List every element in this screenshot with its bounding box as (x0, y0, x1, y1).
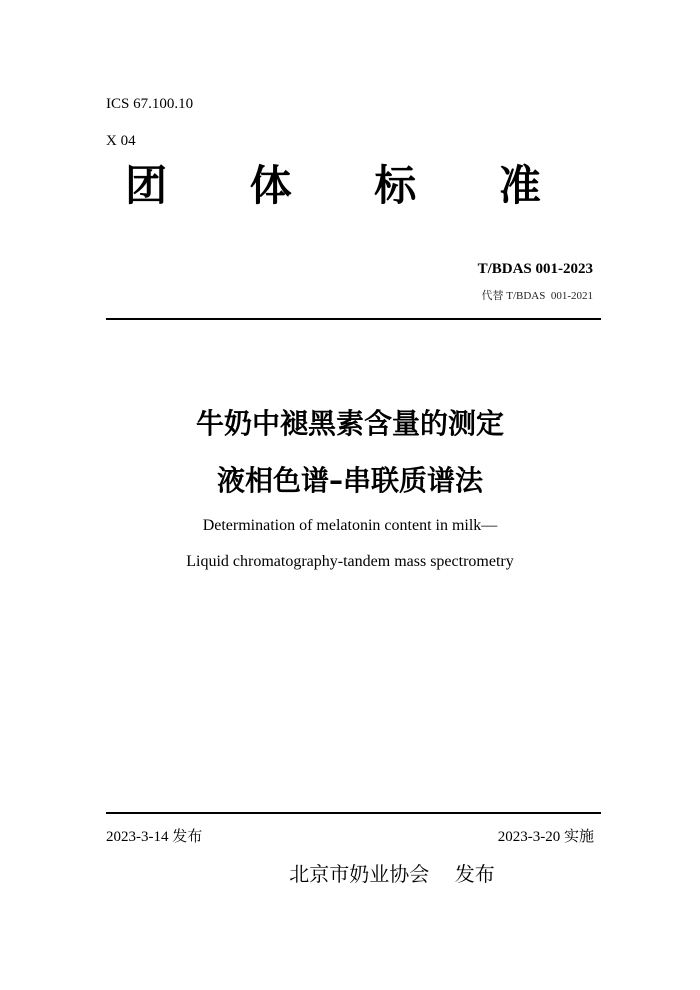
bottom-divider (106, 812, 601, 814)
chinese-title-line-2: 液相色谱–串联质谱法 (216, 464, 483, 497)
top-divider (106, 318, 601, 320)
standard-type-heading: 团 体 标 准 (125, 161, 575, 210)
english-title-line-2: Liquid chromatography-tandem mass spectrometry (186, 553, 514, 570)
issue-date: 2023-3-14 发布 (106, 829, 203, 845)
publisher-line: 北京市奶业协会 发布 (289, 862, 495, 886)
standard-number: T/BDAS 001-2023 (477, 261, 593, 277)
implementation-date: 2023-3-20 实施 (497, 829, 594, 845)
ccs-code: X 04 (106, 133, 136, 149)
replaces-note: 代替 T/BDAS 001-2021 (481, 290, 593, 302)
english-title-line-1: Determination of melatonin content in milk— (202, 517, 498, 534)
ics-code: ICS 67.100.10 (106, 96, 194, 112)
chinese-title-line-1: 牛奶中褪黑素含量的测定 (195, 407, 504, 440)
